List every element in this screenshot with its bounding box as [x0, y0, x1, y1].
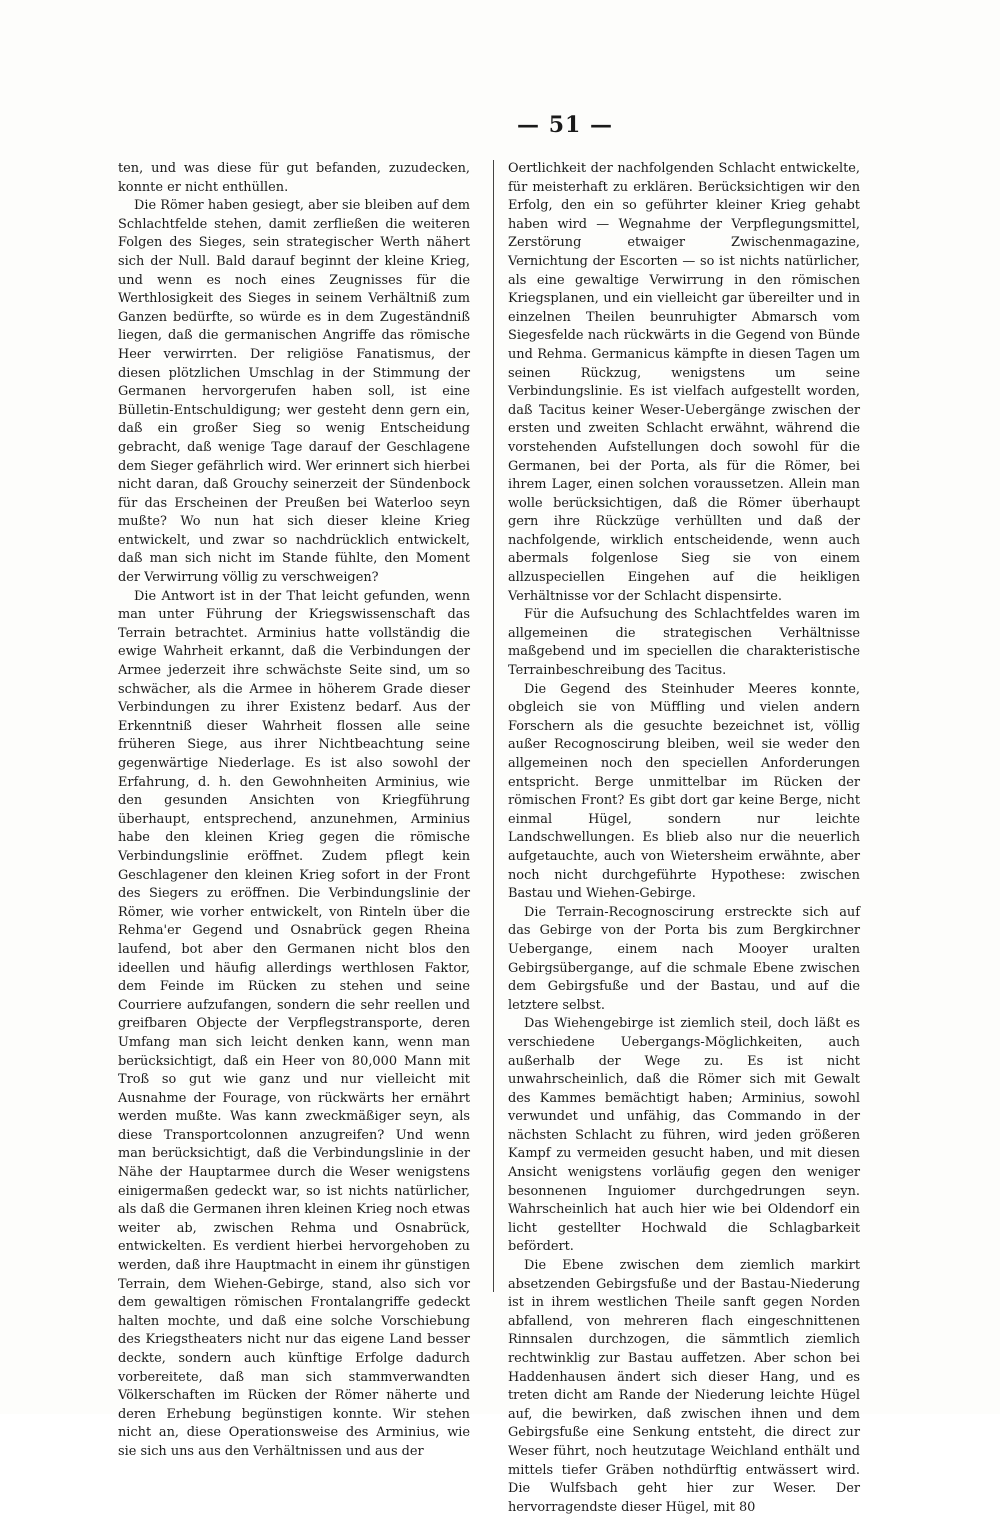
- paragraph: Die Terrain-Recognoscirung erstreckte sich auf das Gebirge von der Porta bis zum Bergkirchner Uebergange, einem nach Mooyer uralten Gebirgsübergange, auf die schmale Ebene zwischen dem Gebirgsfuße und der Bastau, und auf die letztere selbst.: [508, 904, 860, 1013]
- page-number: — 51 —: [517, 112, 613, 138]
- paragraph: Die Gegend des Steinhuder Meeres konnte, obgleich sie von Müffling und vielen andern Forschern als die gesuchte bezeichnet ist, völlig außer Recognoscirung bleiben, weil sie weder den allgemeinen noch den speciellen Anforderungen entspricht. Berge unmittelbar im Rücken der römischen Front? Es gibt dort gar keine Berge, nicht einmal Hügel, sondern nur leichte Landschwellungen. Es blieb also nur die neuerlich aufgetauchte, auch von Wietersheim erwähnte, aber noch nicht durchgeführte Hypothese: zwischen Bastau und Wiehen-Gebirge.: [508, 681, 860, 902]
- paragraph: Die Antwort ist in der That leicht gefunden, wenn man unter Führung der Kriegswissenschaft das Terrain betrachtet. Arminius hatte vollständig die ewige Wahrheit erkannt, daß die Verbindungen der Armee jederzeit ihre schwächste Seite sind, um so schwächer, als die Armee in höherem Grade dieser Verbindungen zu ihrer Existenz bedarf. Aus der Erkenntniß dieser Wahrheit flossen alle seine früheren Siege, aus ihrer Nichtbeachtung seine gegenwärtige Niederlage. Es ist also sowohl der Erfahrung, d. h. den Gewohnheiten Arminius, wie den gesunden Ansichten von Kriegführung überhaupt, entsprechend, anzunehmen, Arminius habe den kleinen Krieg gegen die römische Verbindungslinie eröffnet. Zudem pflegt kein Geschlagener den kleinen Krieg sofort in der Front des Siegers zu eröffnen. Die Verbindungslinie der Römer, wie vorher entwickelt, von Rinteln über die Rehma'er Gegend und Osnabrück gegen Rheina laufend, bot aber den Germanen nicht blos den ideellen und häufig allerdings werthlosen Faktor, dem Feinde im Rücken zu stehen und seine Courriere aufzufangen, sondern die sehr reellen und greifbaren Objecte der Verpflegstransporte, deren Umfang man sich leicht denken kann, wenn man berücksichtigt, daß ein Heer von 80,000 Mann mit Troß so gut wie ganz und nur vielleicht mit Ausnahme der Fourage, von rückwärts her ernährt werden mußte. Was kann zweckmäßiger seyn, als diese Transportcolonnen anzugreifen? Und wenn man berücksichtigt, daß die Verbindungslinie in der Nähe der Hauptarmee durch die Weser wenigstens einigermaßen gedeckt war, so ist nichts natürlicher, als daß die Germanen ihren kleinen Krieg noch etwas weiter ab, zwischen Rehma und Osnabrück, entwickelten. Es verdient hierbei hervorgehoben zu werden, daß ihre Hauptmacht in einem ihr günstigen Terrain, dem Wiehen-Gebirge, stand, also sich vor dem gewaltigen römischen Frontalangriffe gedeckt halten mochte, und daß eine solche Vorschiebung des Kriegstheaters nicht nur das eigene Land besser deckte, sondern auch künftige Erfolge dadurch vorbereitete, daß man sich stammverwandten Völkerschaften im Rücken der Römer näherte und deren Erhebung begünstigen konnte. Wir stehen nicht an, diese Operationsweise des Arminius, wie sie sich uns aus den Verhältnissen und aus der: [118, 588, 470, 1459]
- paragraph: Für die Aufsuchung des Schlachtfeldes waren im allgemeinen die strategischen Verhältnisse maßgebend und im speciellen die charakteristische Terrainbeschreibung des Tacitus.: [508, 607, 860, 679]
- paragraph: Die Ebene zwischen dem ziemlich markirt absetzenden Gebirgsfuße und der Bastau-Niederung ist in ihrem westlichen Theile sanft gegen Norden abfallend, von mehreren flach eingeschnittenen Rinnsalen durchzogen, die sämmtlich ziemlich rechtwinklig zur Bastau auffetzen. Aber schon bei Haddenhausen ändert sich dieser Hang, und es treten dicht am Rande der Niederung leichte Hügel auf, die bewirken, daß zwischen ihnen und dem Gebirgsfuße eine Senkung entsteht, die direct zur Weser führt, noch heutzutage Weichland enthält und mittels tiefer Gräben nothdürftig entwässert wird. Die Wulfsbach geht hier zur Weser. Der hervorragendste dieser Hügel, mit 80: [508, 1258, 860, 1515]
- paragraph: ten, und was diese für gut befanden, zuzudecken, konnte er nicht enthüllen.: [118, 161, 470, 195]
- column-divider: [493, 160, 494, 1292]
- paragraph: Oertlichkeit der nachfolgenden Schlacht entwickelte, für meisterhaft zu erklären. Berücksichtigen wir den Erfolg, den ein so geführter kleiner Krieg gehabt haben wird — Wegnahme der Verpflegungsmittel, Zerstörung etwaiger Zwischenmagazine, Vernichtung der Escorten — so ist nichts natürlicher, als eine gewaltige Verwirrung in den römischen Kriegsplanen, und ein vielleicht gar übereilter und in einzelnen Theilen beunruhigter Abmarsch vom Siegesfelde nach rückwärts in die Gegend von Bünde und Rehma. Germanicus kämpfte in diesen Tagen um seinen Rückzug, wenigstens um seine Verbindungslinie. Es ist vielfach aufgestellt worden, daß Tacitus keiner Weser-Uebergänge zwischen der ersten und zweiten Schlacht erwähnt, während die vorstehenden Aufstellungen doch sowohl für die Germanen, bei der Porta, als für die Römer, bei ihrem Lager, einen solchen voraussetzen. Allein man wolle berücksichtigen, daß die Römer überhaupt gern ihre Rückzüge verhüllten und daß der nachfolgende, wirklich entscheidende, wenn auch abermals folgenlose Sieg sie von einem allzuspeciellen Eingehen auf die heikligen Verhältnisse vor der Schlacht dispensirte.: [508, 161, 860, 604]
- right-column: [508, 160, 860, 1515]
- paragraph: Die Römer haben gesiegt, aber sie bleiben auf dem Schlachtfelde stehen, damit zerfließen die weiteren Folgen des Sieges, sein strategischer Werth nähert sich der Null. Bald darauf beginnt der kleine Krieg, und wenn es noch eines Zeugnisses für die Werthlosigkeit des Sieges in seinem Verhältniß zum Ganzen bedürfte, so würde es in dem Zugeständniß liegen, daß die germanischen Angriffe das römische Heer verwirrten. Der religiöse Fanatismus, der diesen plötzlichen Umschlag in der Stimmung der Germanen hervorgerufen haben soll, ist eine Bülletin-Entschuldigung; wer gesteht denn gern ein, daß ein großer Sieg so wenig Entscheidung gebracht, daß wenige Tage darauf der Geschlagene dem Sieger gefährlich wird. Wer erinnert sich hierbei nicht daran, daß Grouchy seinerzeit der Sündenbock für das Erscheinen der Preußen bei Waterloo seyn mußte? Wo nun hat sich dieser kleine Krieg entwickelt, und zwar so nachdrücklich entwickelt, daß man sich nicht im Stande fühlte, den Moment der Verwirrung völlig zu verschweigen?: [118, 198, 470, 586]
- left-column: [118, 160, 470, 1459]
- paragraph: Das Wiehengebirge ist ziemlich steil, doch läßt es verschiedene Uebergangs-Möglichkeiten, auch außerhalb der Wege zu. Es ist nicht unwahrscheinlich, daß die Römer sich mit Gewalt des Kammes bemächtigt haben; Arminius, sowohl verwundet und unfähig, das Commando in der nächsten Schlacht zu führen, wird jeden größeren Kampf zu vermeiden gesucht haben, und mit diesen Ansicht wenigstens vorläufig gegen den weniger besonnenen Inguiomer durchgedrungen seyn. Wahrscheinlich hat auch hier wie bei Oldendorf ein licht gestellter Hochwald die Schlagbarkeit befördert.: [508, 1016, 860, 1255]
